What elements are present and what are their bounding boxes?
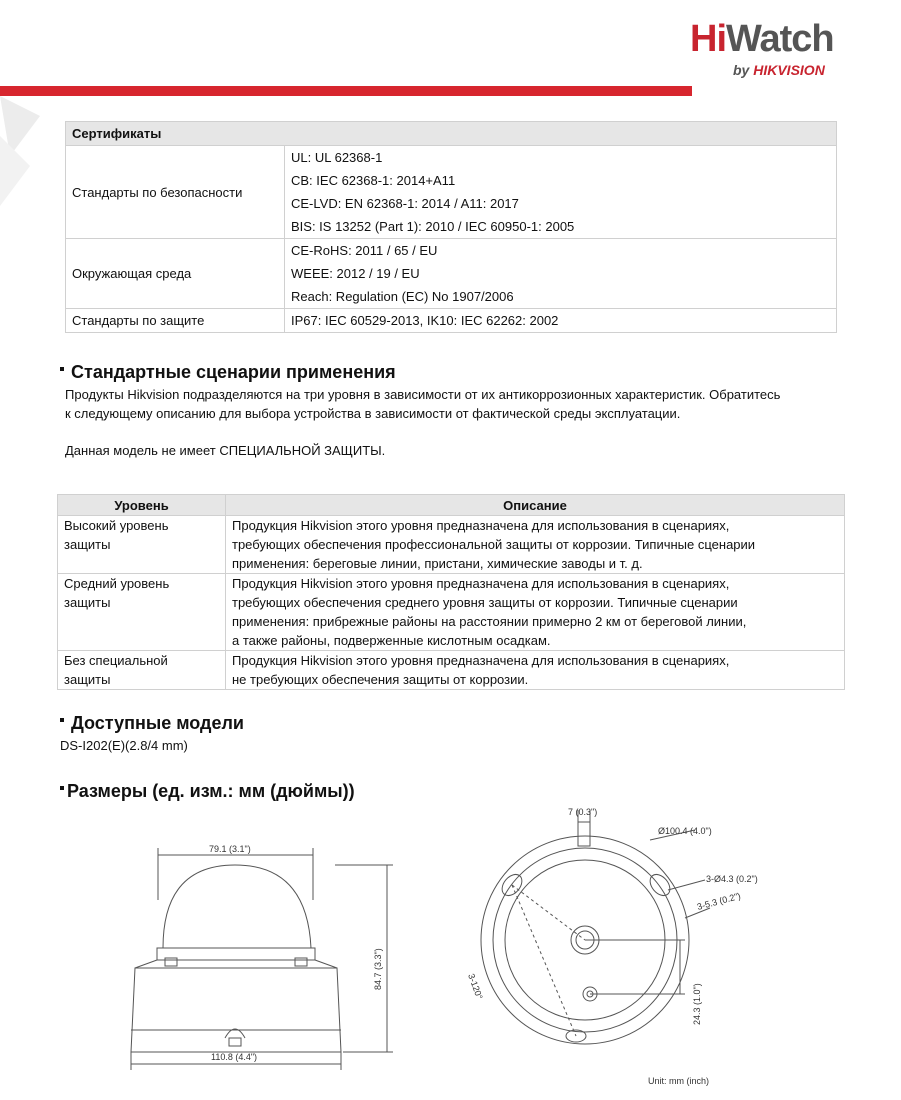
bullet-square	[60, 718, 64, 722]
brand-sublogo	[733, 62, 825, 78]
cert-label: Стандарты по защите	[66, 309, 285, 333]
dim-offset: 24.3 (1.0")	[692, 983, 702, 1025]
para-line: к следующему описанию для выбора устройства в зависимости от фактической среды эксплуатации.	[65, 406, 681, 421]
cert-value: CB: IEC 62368-1: 2014+A11	[291, 173, 456, 188]
desc-cell	[226, 651, 845, 690]
dim-holes: 3-Ø4.3 (0.2")	[706, 874, 758, 884]
dimensions-title: Размеры (ед. изм.: мм (дюймы))	[67, 781, 355, 801]
dim-diameter: Ø100.4 (4.0")	[658, 826, 712, 836]
desc-line: не требующих обеспечения защиты от коррозии.	[232, 672, 529, 687]
table-row	[66, 309, 837, 333]
header-red-bar	[0, 86, 692, 96]
level-line: Высокий уровень	[64, 518, 169, 533]
scenarios-para2: Данная модель не имеет СПЕЦИАЛЬНОЙ ЗАЩИТЫ.	[65, 443, 386, 458]
cert-value: UL: UL 62368-1	[291, 150, 383, 165]
desc-line: применения: прибрежные районы на расстоянии примерно 2 км от береговой линии,	[232, 614, 747, 629]
scenarios-para1	[65, 385, 780, 423]
desc-line: применения: береговые линии, пристани, химические заводы и т. д.	[232, 556, 643, 571]
dim-bottom-width: 110.8 (4.4")	[211, 1052, 258, 1062]
cert-value: CE-RoHS: 2011 / 65 / EU	[291, 243, 438, 258]
level-line: защиты	[64, 595, 111, 610]
brand-logo	[690, 18, 834, 61]
bottom-view-drawing	[450, 800, 758, 1092]
table-row	[58, 651, 845, 690]
cert-values	[285, 239, 837, 309]
col-desc-header: Описание	[226, 495, 845, 516]
level-line: защиты	[64, 537, 111, 552]
cert-value: CE-LVD: EN 62368-1: 2014 / A11: 2017	[291, 196, 519, 211]
levels-table	[57, 494, 845, 690]
side-view-drawing	[125, 840, 400, 1080]
certificates-header: Сертификаты	[66, 122, 837, 146]
desc-line: требующих обеспечения профессиональной защиты от коррозии. Типичные сценарии	[232, 537, 756, 552]
models-value: DS-I202(E)(2.8/4 mm)	[60, 738, 188, 753]
desc-cell	[226, 516, 845, 574]
decorative-shape	[0, 96, 60, 216]
table-row	[58, 516, 845, 574]
models-heading	[60, 713, 244, 734]
cert-label: Окружающая среда	[66, 239, 285, 309]
scenarios-heading	[60, 362, 396, 383]
desc-line: требующих обеспечения среднего уровня защиты от коррозии. Типичные сценарии	[232, 595, 738, 610]
dim-angle: 3-120°	[466, 972, 485, 1001]
cert-value: BIS: IS 13252 (Part 1): 2010 / IEC 60950-1: 2005	[291, 219, 575, 234]
dim-height: 84.7 (3.3")	[373, 948, 383, 990]
dim-slot: 7 (0.3")	[568, 807, 598, 817]
desc-cell	[226, 574, 845, 651]
cert-value: WEEE: 2012 / 19 / EU	[291, 266, 420, 281]
dimensions-heading	[60, 781, 355, 802]
level-cell	[58, 651, 226, 690]
cert-values	[285, 146, 837, 239]
cert-values	[285, 309, 837, 333]
bullet-square	[60, 367, 64, 371]
desc-line: а также районы, подверженные кислотным осадкам.	[232, 633, 551, 648]
level-line: Без специальной	[64, 653, 168, 668]
cert-value: IP67: IEC 60529-2013, IK10: IEC 62262: 2002	[291, 313, 559, 328]
level-cell	[58, 516, 226, 574]
dim-top-width: 79.1 (3.1")	[209, 844, 251, 854]
cert-label: Стандарты по безопасности	[66, 146, 285, 239]
desc-line: Продукция Hikvision этого уровня предназначена для использования в сценариях,	[232, 653, 730, 668]
dim-unit: Unit: mm (inch)	[648, 1076, 710, 1086]
table-row	[66, 239, 837, 309]
brand-hi: Hi	[690, 18, 726, 60]
brand-watch: Watch	[726, 18, 834, 60]
cert-value: Reach: Regulation (EC) No 1907/2006	[291, 289, 514, 304]
table-row	[58, 574, 845, 651]
models-title: Доступные модели	[71, 713, 244, 733]
scenarios-title: Стандартные сценарии применения	[71, 362, 396, 382]
desc-line: Продукция Hikvision этого уровня предназначена для использования в сценариях,	[232, 576, 730, 591]
dim-screws: 3-5.3 (0.2")	[695, 890, 742, 912]
para-line: Продукты Hikvision подразделяются на три уровня в зависимости от их антикоррозионных характеристик. Обратитесь	[65, 387, 781, 402]
table-row	[66, 146, 837, 239]
bullet-square	[60, 786, 64, 790]
level-line: защиты	[64, 672, 111, 687]
brand-by: by	[733, 62, 754, 78]
level-cell	[58, 574, 226, 651]
certificates-table	[65, 121, 837, 333]
brand-hikvision: HIKVISION	[753, 62, 825, 78]
desc-line: Продукция Hikvision этого уровня предназначена для использования в сценариях,	[232, 518, 730, 533]
col-level-header: Уровень	[58, 495, 226, 516]
level-line: Средний уровень	[64, 576, 170, 591]
